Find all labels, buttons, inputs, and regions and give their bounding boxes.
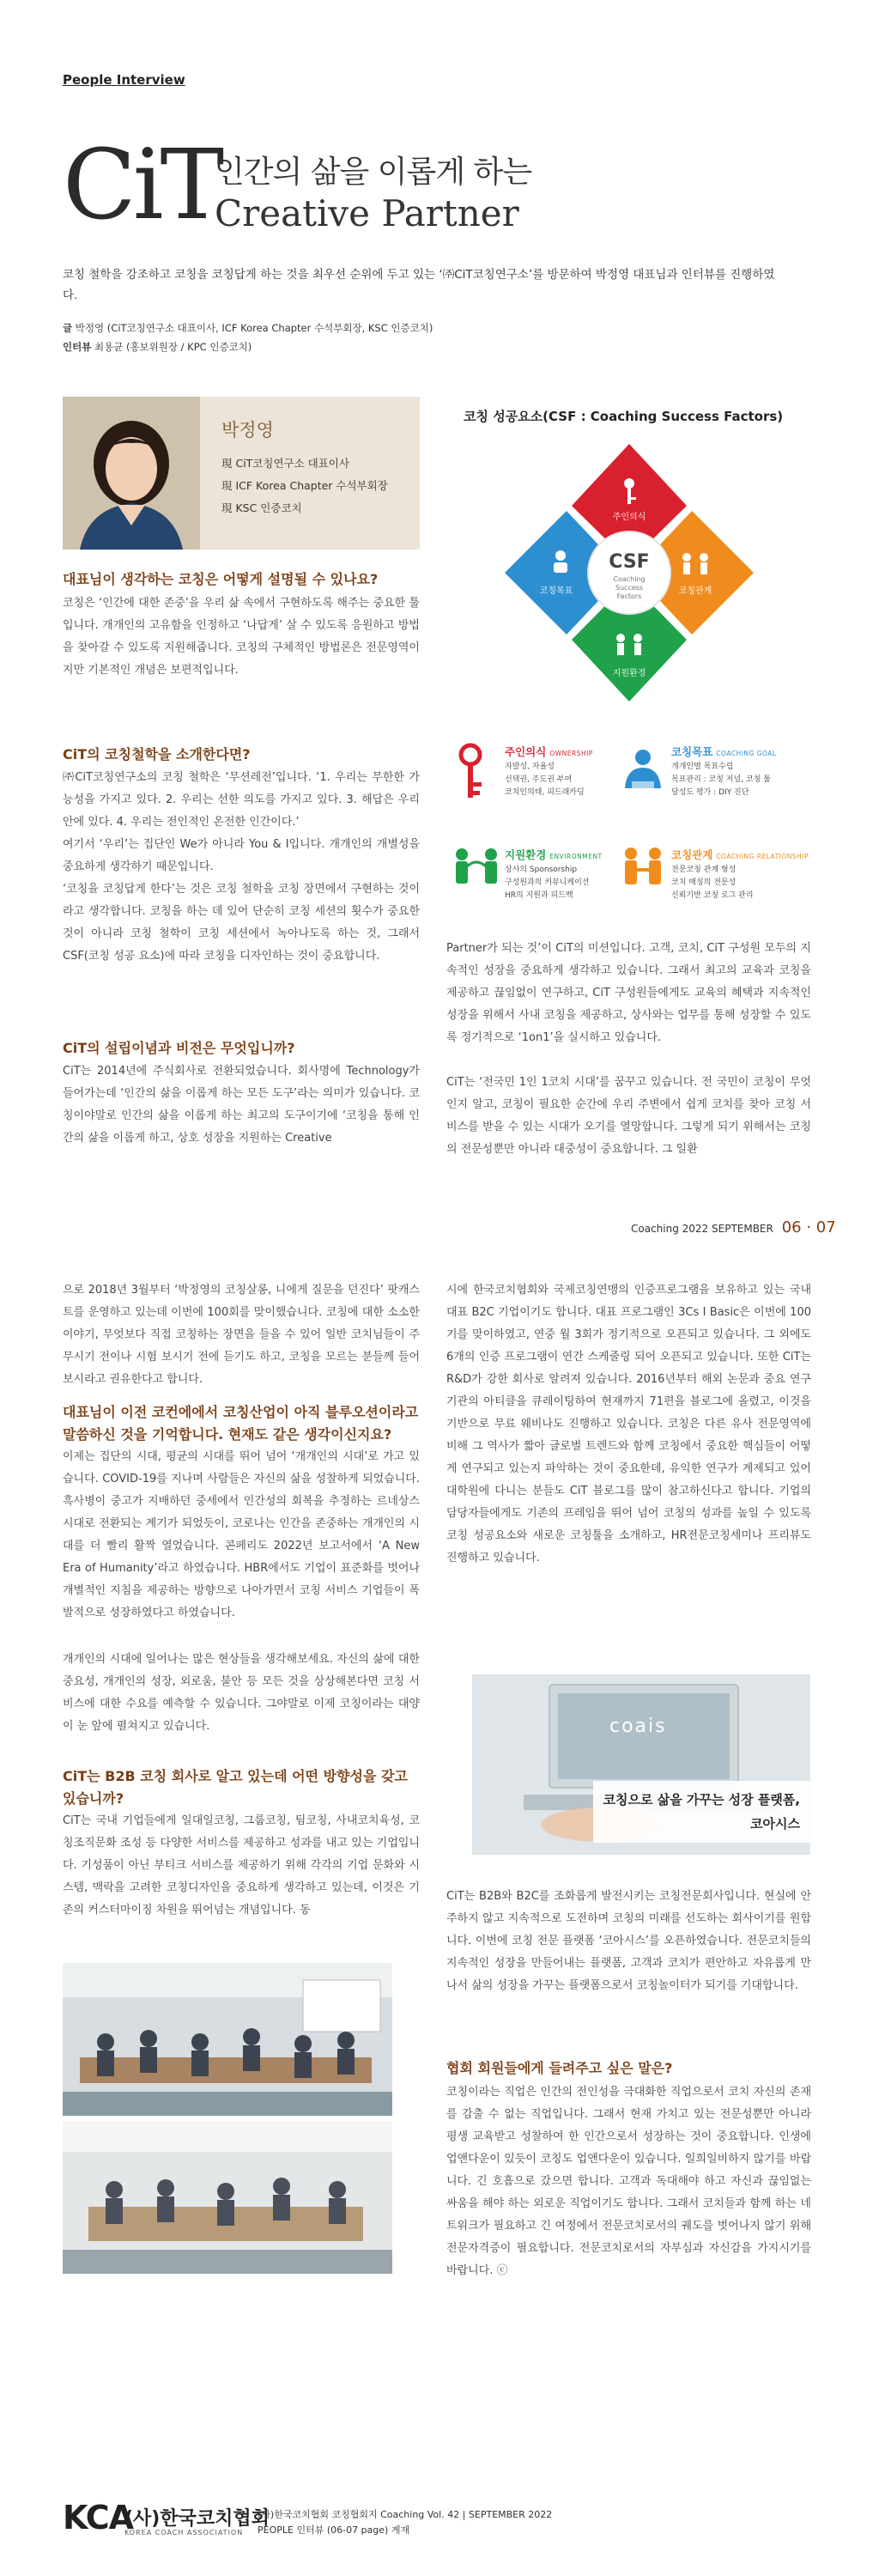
legend-title-ko: 지원환경 [505,848,547,861]
legend-line: 구성원과의 커뮤니케이션 [505,878,590,887]
profile-name: 박정영 [221,420,274,440]
page-footer-label: Coaching 2022 SEPTEMBER [631,1223,773,1235]
credit-interviewer-label: 인터뷰 [63,341,92,353]
page-footer [631,1218,836,1236]
answer-paragraph: 코칭이라는 직업은 인간의 전인성을 극대화한 직업으로서 코치 자신의 존재를 감출 수 없는 직업입니다. 그래서 현재 가치고 있는 전문성뿐만 아니라 평생 교육받고 성찰하여 한 인간으로서 성장하는 것이 중요합니다. 인생에 업앤다운이 있듯이 코칭도 업앤다운이 있습니다. 일희일비하지 않기를 바랍니다. 긴 호흡으로 갔으면 합니다. 고객과 독대해야 하고 자신과 끊임없는 싸움을 해야 하는 외로운 직업이기도 합니다. 그래서 코치들과 함께 하는 네트워크가 필요하고 긴 여정에서 전문코치로서의 궤도를 벗어나지 않기 위해 전문자격증이 필요합니다. 전문코치로서의 자부심과 자신감을 가지시기를 바랍니다. ⓒ [446,2086,811,2277]
answer-paragraph: CiT는 2014년에 주식회사로 전환되었습니다. 회사명에 Technology가 들어가는데 ‘인간의 삶을 이롭게 하는 모든 도구’라는 의미가 있습니다. 코칭이야말로 인간의 삶을 이롭게 하는 최고의 도구이기에 ‘코칭을 통해 인간의 삶을 이롭게 하고, 상호 성장을 지원하는 Creative [63,1065,420,1145]
legend-title-ko: 주인의식 [505,745,547,758]
legend-title-ko: 코칭목표 [671,745,713,758]
legend-line: 전문코칭 관계 형성 [671,866,737,874]
answer-paragraph: 이제는 집단의 시대, 평균의 시대를 뛰어 넘어 ‘개개인의 시대’로 가고 있습니다. COVID-19를 지나며 사람들은 자신의 삶을 성찰하게 되었습니다. 흑사병이 중고가 지배하던 중세에서 인간성의 회복을 추정하는 르네상스 시대로 전환되는 계기가 되었듯이, 코로나는 인간을 존중하는 개개인의 시대를 더 빨리 활짝 열었습니다. 콘페리도 2022년 보고서에서 ‘A New Era of Humanity’라고 하였습니다. HBR에서도 기업이 표준화를 벗어나 개별적인 지침을 제공하는 방향으로 나아가면서 코칭 서비스 기업들이 폭발적으로 성장하였다고 하였습니다. [63,1450,420,1619]
title-line-2: Creative Partner [215,192,519,234]
answer-paragraph: 코칭은 ‘인간에 대한 존중’을 우리 삶 속에서 구현하도록 해주는 중요한 툴입니다. 개개인의 고유함을 인정하고 ‘나답게’ 살 수 있도록 응원하고 방법을 찾아갈 수 있도록 지원해줍니다. 코칭의 구체적인 방법론은 전문영역이지만 기본적인 개념은 보편적입니다. [63,597,420,677]
profile-line: 現 ICF Korea Chapter 수석부회장 [221,479,388,492]
csf-puzzle-diagram [470,434,788,721]
coaisys-platform-photo [472,1674,810,1855]
answer-paragraph: ‘코칭을 코칭답게 한다’는 것은 코칭 철학을 코칭 장면에서 구현하는 것이라고 생각합니다. 코칭을 하는 데 있어 단순히 코칭 세션의 횟수가 중요한 것이 아니라 코칭 철학이 코칭 세션에서 녹아나도록 하는 것, 그래서 CSF(코칭 성공 요소)에 따라 코칭을 디자인하는 것이 중요합니다. [63,883,420,963]
answer-paragraph: CiT는 B2B와 B2C를 조화롭게 발전시키는 코칭전문회사입니다. 현실에 안주하지 않고 지속적으로 도전하며 코칭의 미래를 선도하는 회사이기를 원합니다. 이번에 코칭 전문 플랫폼 ‘코아시스’를 오픈하였습니다. 전문코치들의 지속적인 성장을 만들어내는 플랫폼, 고객과 코치가 편안하고 자유롭게 만나서 삶의 성장을 가꾸는 플랫폼으로서 코칭놀이터가 되기를 기대합니다. [446,1890,811,1992]
answer-paragraph: ㈜CiT코칭연구소의 코칭 철학은 ‘무션레전’입니다. ‘1. 우리는 무한한 가능성을 가지고 있다. 2. 우리는 선한 의도를 가지고 있다. 3. 해답은 우리 안에 있다. 4. 우리는 전인적인 온전한 인간이다.’ [63,771,420,829]
legend-title-en: ENVIRONMENT [549,853,603,860]
answer-paragraph: 개개인의 시대에 일어나는 많은 현상들을 생각해보세요. 자신의 삶에 대한 중요성, 개개인의 성장, 외로움, 불안 등 모든 것을 상상해본다면 코칭 서비스에 대한 수요를 예측할 수 있습니다. 그야말로 이제 코칭이라는 대양이 눈 앞에 펼쳐지고 있습니다. [63,1653,420,1733]
profile-line: 現 CiT코칭연구소 대표이사 [221,457,349,470]
answer-paragraph: CiT는 ‘전국민 1인 1코치 시대’를 꿈꾸고 있습니다. 전 국민이 코칭이 무엇인지 알고, 코칭이 필요한 순간에 우리 주변에서 쉽게 코치를 찾아 코칭 서비스를 받을 수 있는 시대가 오기를 열망합니다. 그렇게 되기 위해서는 코칭의 전문성뿐만 아니라 대중성이 중요합니다. 그 일환 [446,1076,811,1156]
question-heading: 협회 회원들에게 들려주고 싶은 말은? [446,2060,673,2076]
csf-center-sub: Factors [616,592,642,600]
footer-info-line: (사)한국코치협회 코칭협회지 Coaching Vol. 42 | SEPTEMBER 2022 [258,2509,553,2520]
cit-logo-word: CiT [63,130,221,241]
csf-piece-label-bottom: 지원환경 [612,669,646,678]
coaisys-caption-line: 코아시스 [750,1816,800,1832]
kca-org-name-en: KOREA COACH ASSOCIATION [124,2529,244,2537]
legend-title-relationship [671,847,809,862]
legend-title-en: COACHING GOAL [716,750,777,757]
kca-logo: KCA [63,2499,134,2537]
csf-center-sub: Coaching [613,575,646,583]
workshop-photo-1 [63,1963,392,2116]
answer-paragraph: 여기서 ‘우리’는 집단인 We가 아니라 You & I입니다. 개개인의 개별성을 중요하게 생각하기 때문입니다. [63,838,420,873]
legend-line: 개개인별 목표수립 [671,762,734,771]
credit-writer-label: 글 [63,322,73,334]
legend-line: HR의 지원과 피드백 [505,891,573,900]
credit-writer-text: 박정영 (CiT코칭연구소 대표이사, ICF Korea Chapter 수석부회장, KSC 인증코치) [75,322,433,334]
answer-paragraph: CiT는 국내 기업들에게 일대일코칭, 그룹코칭, 팀코칭, 사내코치육성, 코칭조직문화 조성 등 다양한 서비스를 제공하고 성과를 내고 있는 기업입니다. 기성품이 아닌 부티크 서비스를 제공하기 위해 각각의 기업 문화와 시스템, 맥락을 고려한 코칭디자인을 중요하게 생각하고 있는데, 이것은 기존의 커스터마이징 차원을 뛰어넘는 개념입니다. 동 [63,1814,420,1917]
coaisys-logo-text: coais [609,1716,667,1737]
csf-title: 코칭 성공요소(CSF : Coaching Success Factors) [464,409,784,424]
legend-title-ownership [505,744,593,759]
legend-title-en: OWNERSHIP [549,750,593,757]
footer-info-line: PEOPLE 인터뷰 (06-07 page) 게재 [258,2524,410,2536]
profile-photo [63,397,200,550]
question-heading: 대표님이 생각하는 코칭은 어떻게 설명될 수 있나요? [63,571,379,587]
workshop-photo-2 [63,2121,392,2274]
kca-org-name-ko: (사)한국코치협회 [124,2508,270,2530]
legend-title-en: COACHING RELATIONSHIP [716,853,809,860]
legend-title-goal [671,744,777,759]
csf-piece-label-right: 코칭관계 [678,586,712,596]
profile-line: 現 KSC 인증코치 [221,501,302,514]
title-line-1: 인간의 삶을 이롭게 하는 [215,155,532,190]
legend-line: 목표관리 : 코칭 저널, 코칭 툴 [671,775,771,784]
csf-piece-label-top: 주인의식 [612,513,646,522]
legend-line: 달성도 평가 : DIY 진단 [671,788,749,797]
credit-interviewer [63,340,252,354]
legend-line: 코치 매칭의 전문성 [671,878,737,887]
section-label: People Interview [63,72,185,88]
credit-interviewer-text: 최용균 (홍보위원장 / KPC 인증코치) [94,341,252,353]
answer-paragraph: 으로 2018년 3월부터 ‘박정영의 코칭살롱, 니에게 질문을 던진다’ 팟캐스트를 운영하고 있는데 이번에 100회를 맞이했습니다. 코칭에 대한 소소한 이야기, 무엇보다 직접 코칭하는 장면을 들을 수 있어 일반 코치님들이 주무시기 전이나 시험 보시기 전에 듣기도 하고, 코칭을 모르는 분들께 들어보시라고 권유한다고 합니다. [63,1284,420,1386]
legend-line: 선택권, 주도권 부여 [505,775,573,784]
legend-title-environment [505,847,603,862]
legend-line: 자발성, 자율성 [505,762,555,771]
legend-line: 신뢰기반 코칭 로그 관리 [671,891,754,900]
legend-line: 상사의 Sponsorship [505,866,578,874]
question-heading: CiT의 코칭철학을 소개한다면? [63,746,251,762]
credit-writer [63,321,433,335]
csf-piece-label-left: 코칭목표 [539,586,573,596]
legend-line: 코치인의태, 피드래카딩 [505,788,585,797]
intro-text: 코칭 철학을 강조하고 코칭을 코칭답게 하는 것을 최우선 순위에 두고 있는 ‘㈜CiT코칭연구소’를 방문하여 박정영 대표님과 인터뷰를 진행하였다. [63,268,775,302]
coaisys-caption-line: 코칭으로 삶을 가꾸는 성장 플랫폼, [603,1792,800,1807]
question-heading: 대표님이 이전 코컨에에서 코칭산업이 아직 블루오션이라고 말씀하신 것을 기억합니다. 현재도 같은 생각이신지요? [63,1404,419,1443]
csf-center-circle [588,532,670,614]
page-numbers: 06 · 07 [781,1218,836,1236]
relationship-people-icon [620,846,666,890]
support-people-icon [452,846,501,887]
coaisys-caption [593,1781,810,1843]
csf-center-sub: Success [615,584,644,592]
csf-center-main: CSF [609,551,650,573]
target-person-icon [620,747,666,795]
question-heading: CiT는 B2B 코칭 회사로 알고 있는데 어떤 방향성을 갖고 있습니까? [63,1768,408,1807]
answer-paragraph: Partner가 되는 것’이 CiT의 미션입니다. 고객, 코치, CiT 구성원 모두의 지속적인 성장을 중요하게 생각하고 있습니다. 그래서 최고의 교육과 코칭을 제공하고 끊임없이 연구하고, CiT 구성원들에게도 교육의 혜택과 지속적인 성장을 위해서 사내 코칭을 제공하고, 상사와는 업무를 통해 성장할 수 있도록 정기적으로 ‘1on1’을 실시하고 있습니다. [446,942,811,1044]
legend-title-ko: 코칭관계 [671,848,713,861]
answer-paragraph: 시에 한국코치협회와 국제코칭연맹의 인증프로그램을 보유하고 있는 국내 대표 B2C 기업이기도 합니다. 대표 프로그램인 3Cs I Basic은 이번에 100기를 맞이하였고, 연중 월 3회가 정기적으로 오픈되고 있습니다. 그 외에도 6개의 인증 프로그램이 연간 스케줄링 되어 오픈되고 있습니다. 또한 CiT는 R&D가 강한 회사로 알려져 있습니다. 2016년부터 해외 논문과 중요 연구기관의 아티클을 큐레이팅하여 현재까지 71편을 블로그에 올렸고, 이것을 기반으로 무료 웨비나도 진행하고 있습니다. 코칭은 다른 유사 전문영역에 비해 그 역사가 짧아 글로벌 트렌드와 함께 코칭에서 중요한 핵심들이 어떻게 연구되고 있는지 파악하는 것이 중요한데, 유익한 연구가 계제되고 있어 대학원에 다니는 분들도 CiT 블로그를 많이 참고하신다고 합니다. 기업의 담당자들에게도 기존의 프레임을 뛰어 넘어 코칭의 성과를 높일 수 있도록 코칭 성공요소와 새로운 코칭툴을 소개하고, HR전문코칭세미나 프리뷰도 진행하고 있습니다. [446,1284,811,1564]
key-icon [455,743,498,801]
question-heading: CiT의 설립이념과 비전은 무엇입니까? [63,1040,295,1056]
